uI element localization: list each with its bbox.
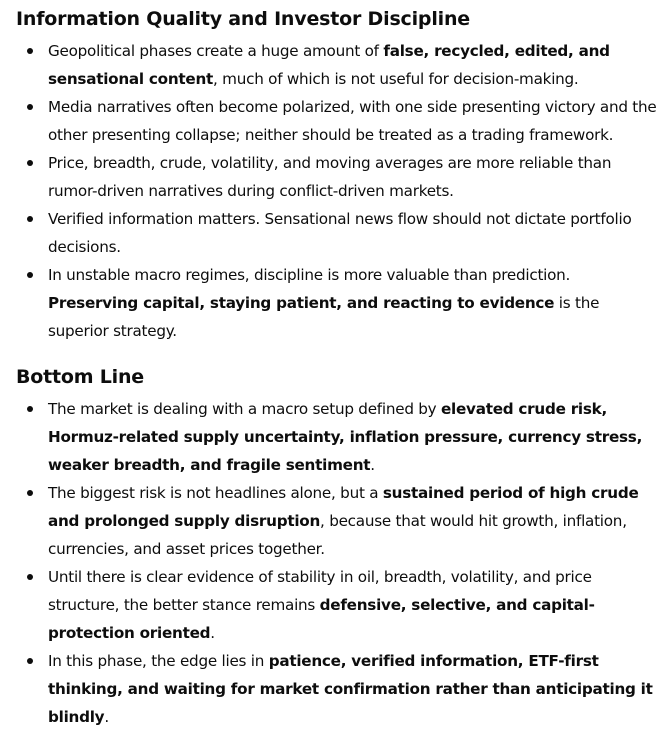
text-segment: , much of which is not useful for decision-making. xyxy=(213,70,579,88)
bullet-item xyxy=(16,93,668,149)
bold-text: elevated crude risk, Hormuz-related supply uncertainty, inflation pressure, currency stress, weaker breadth, and fragile sentiment xyxy=(48,400,643,474)
text-segment: Geopolitical phases create a huge amount of xyxy=(48,42,384,60)
bold-text: defensive, selective, and capital-protection oriented xyxy=(48,596,595,642)
bold-text: sustained period of high crude and prolonged supply disruption xyxy=(48,484,639,530)
bullet-item xyxy=(16,563,668,647)
text-segment: In this phase, the edge lies in xyxy=(48,652,269,670)
bullet-item xyxy=(16,479,668,563)
text-segment: . xyxy=(370,456,375,474)
bullet-dot-icon xyxy=(27,574,33,580)
bottom-line-bullet-list xyxy=(16,395,668,731)
text-segment: Until there is clear evidence of stability in oil, breadth, volatility, and price structure, the better stance remains xyxy=(48,568,592,614)
text-segment: The market is dealing with a macro setup defined by xyxy=(48,400,441,418)
bold-text: patience, verified information, ETF-first thinking, and waiting for market confirmation rather than anticipating it blindly xyxy=(48,652,653,726)
text-segment: In unstable macro regimes, discipline is more valuable than prediction. xyxy=(48,266,571,284)
bullet-item xyxy=(16,37,668,93)
bullet-dot-icon xyxy=(27,104,33,110)
information-quality-bullet-list xyxy=(16,37,668,345)
text-segment: is the superior strategy. xyxy=(48,294,600,340)
text-segment: , because that would hit growth, inflation, currencies, and asset prices together. xyxy=(48,512,627,558)
bullet-dot-icon xyxy=(27,272,33,278)
bullet-item xyxy=(16,205,668,261)
text-segment: Price, breadth, crude, volatility, and moving averages are more reliable than rumor-driven narratives during conflict-driven markets. xyxy=(48,154,612,200)
bullet-dot-icon xyxy=(27,490,33,496)
bullet-item xyxy=(16,261,668,345)
text-segment: The biggest risk is not headlines alone, but a xyxy=(48,484,383,502)
bold-text: false, recycled, edited, and sensational content xyxy=(48,42,610,88)
bullet-item xyxy=(16,395,668,479)
bullet-item xyxy=(16,149,668,205)
section-heading-bottom-line: Bottom Line xyxy=(16,366,144,388)
bullet-item xyxy=(16,647,668,731)
bullet-dot-icon xyxy=(27,216,33,222)
text-segment: Verified information matters. Sensational news flow should not dictate portfolio decisions. xyxy=(48,210,632,256)
text-segment: Media narratives often become polarized, with one side presenting victory and the other presenting collapse; neither should be treated as a trading framework. xyxy=(48,98,657,144)
bullet-dot-icon xyxy=(27,658,33,664)
bold-text: Preserving capital, staying patient, and reacting to evidence xyxy=(48,294,555,312)
text-segment: . xyxy=(104,708,109,726)
bullet-dot-icon xyxy=(27,406,33,412)
text-segment: . xyxy=(210,624,215,642)
bullet-dot-icon xyxy=(27,48,33,54)
bullet-dot-icon xyxy=(27,160,33,166)
section-heading-information-quality: Information Quality and Investor Discipline xyxy=(16,8,470,30)
